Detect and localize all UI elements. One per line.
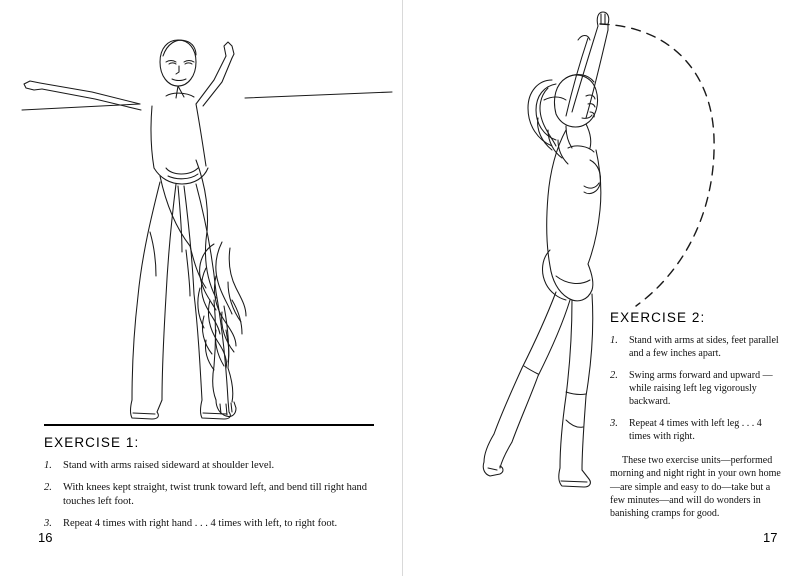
step-text: Repeat 4 times with right hand . . . 4 times with left, to right foot. bbox=[63, 517, 338, 529]
section-rule bbox=[44, 424, 374, 426]
step-number: 2. bbox=[44, 481, 52, 493]
step-number: 3. bbox=[610, 418, 618, 429]
list-item bbox=[610, 417, 785, 443]
exercise-1-steps bbox=[44, 459, 374, 530]
step-text: Stand with arms at sides, feet parallel and a few inches apart. bbox=[629, 335, 779, 359]
step-text: Stand with arms raised sideward at shoulder level. bbox=[63, 460, 275, 471]
step-number: 2. bbox=[610, 370, 618, 381]
list-item bbox=[44, 517, 374, 531]
list-item bbox=[610, 369, 785, 408]
page-number-right: 17 bbox=[763, 530, 778, 545]
exercise-2-steps bbox=[610, 334, 785, 443]
step-number: 1. bbox=[44, 460, 52, 471]
list-item bbox=[44, 481, 374, 509]
exercise-1-heading: EXERCISE 1: bbox=[44, 435, 140, 450]
exercise-2-heading: EXERCISE 2: bbox=[610, 310, 706, 325]
step-number: 1. bbox=[610, 335, 618, 346]
exercise-2-closing-paragraph: These two exercise units—performed morning and night right in your own home—are simple and easy to do—take but a few minutes—and will do wonders in banishing cramps for good. bbox=[610, 455, 781, 520]
list-item bbox=[610, 334, 785, 360]
exercise-1-block bbox=[44, 424, 374, 538]
step-text: With knees kept straight, twist trunk toward left, and bend till right hand touches left foot. bbox=[63, 481, 368, 507]
page-number-left: 16 bbox=[38, 530, 53, 545]
list-item bbox=[44, 459, 374, 473]
step-text: Swing arms forward and upward —while raising left leg vigorously backward. bbox=[629, 370, 773, 407]
step-text: Repeat 4 times with left leg . . . 4 times with right. bbox=[629, 418, 762, 442]
exercise-2-block bbox=[610, 310, 785, 530]
step-number: 3. bbox=[44, 517, 52, 529]
page-gutter bbox=[402, 0, 403, 576]
